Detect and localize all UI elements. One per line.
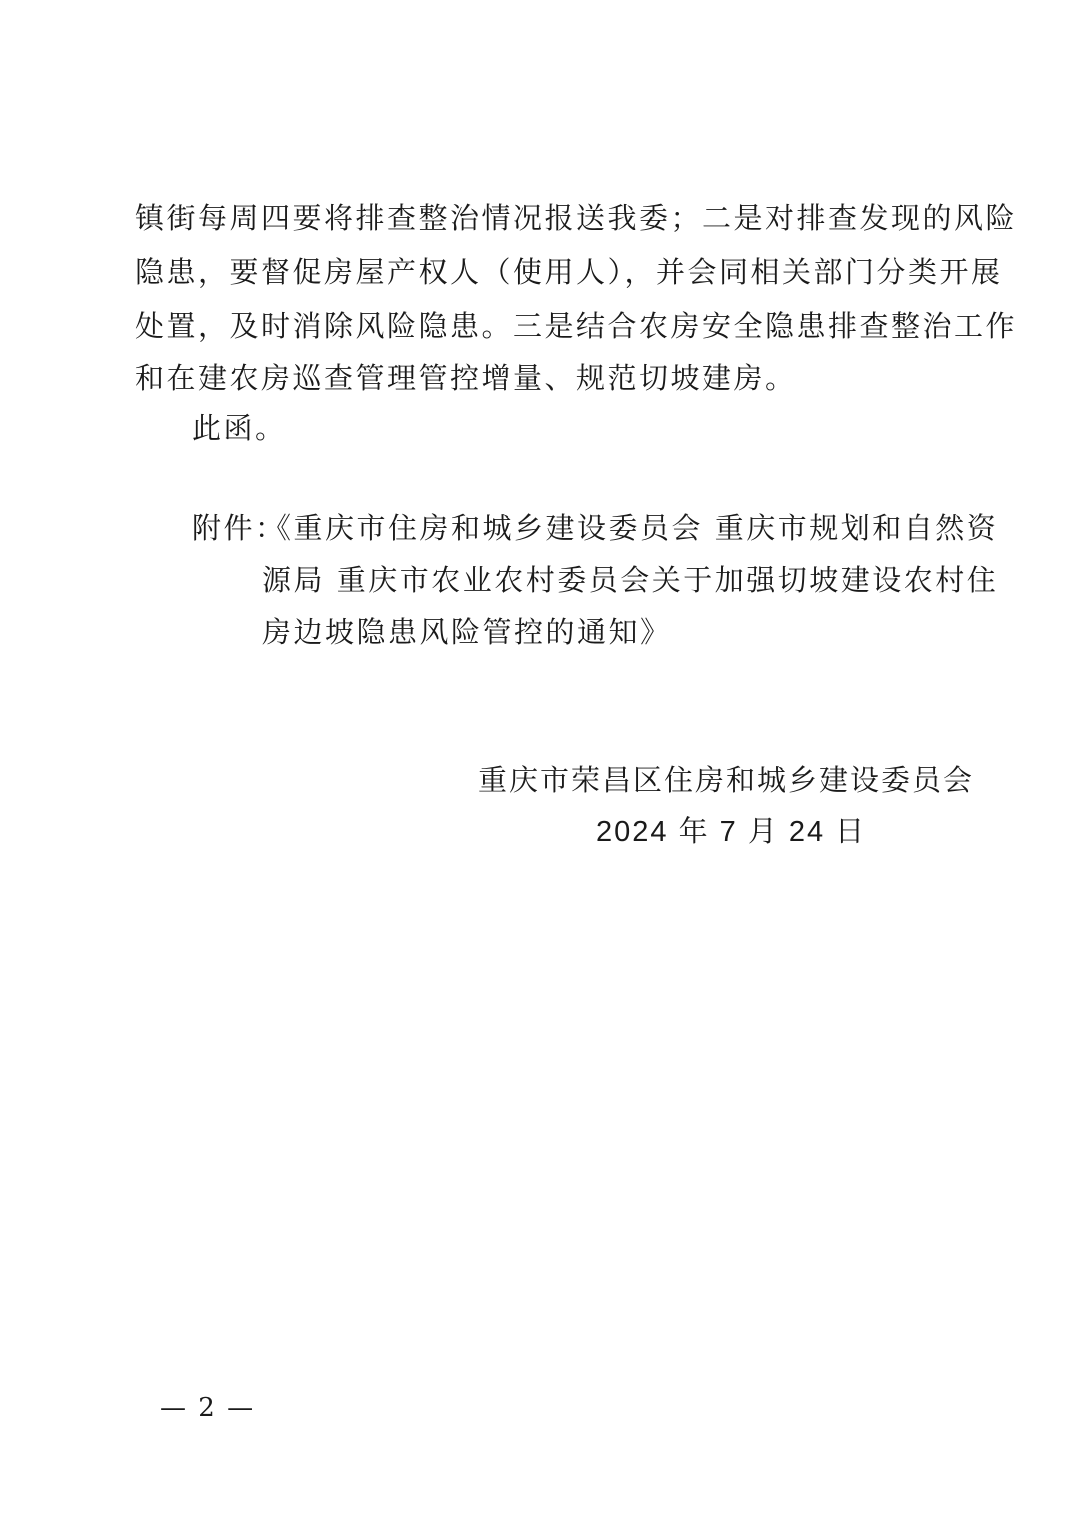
paragraph-line: 镇街每周四要将排查整治情况报送我委；二是对排查发现的风险 — [135, 201, 1018, 235]
attachment-title-line: 源局 重庆市农业农村委员会关于加强切坡建设农村住 — [262, 563, 999, 597]
paragraph-line: 处置，及时消除风险隐患。三是结合农房安全隐患排查整治工作 — [135, 309, 1018, 343]
issue-date: 2024 年 7 月 24 日 — [596, 816, 867, 848]
page-number: — 2 — — [160, 1393, 256, 1423]
paragraph-line: 和在建农房巡查管理管控增量、规范切坡建房。 — [135, 361, 797, 395]
attachment-title-line: 房边坡隐患风险管控的通知》 — [262, 615, 672, 649]
attachment-title-line: 《重庆市住房和城乡建设委员会 重庆市规划和自然资 — [262, 511, 999, 545]
attachment-label: 附件： — [192, 511, 287, 545]
paragraph-line: 隐患，要督促房屋产权人（使用人），并会同相关部门分类开展 — [135, 255, 1003, 289]
closing-text: 此函。 — [192, 411, 287, 445]
issuing-organization: 重庆市荣昌区住房和城乡建设委员会 — [478, 763, 975, 797]
